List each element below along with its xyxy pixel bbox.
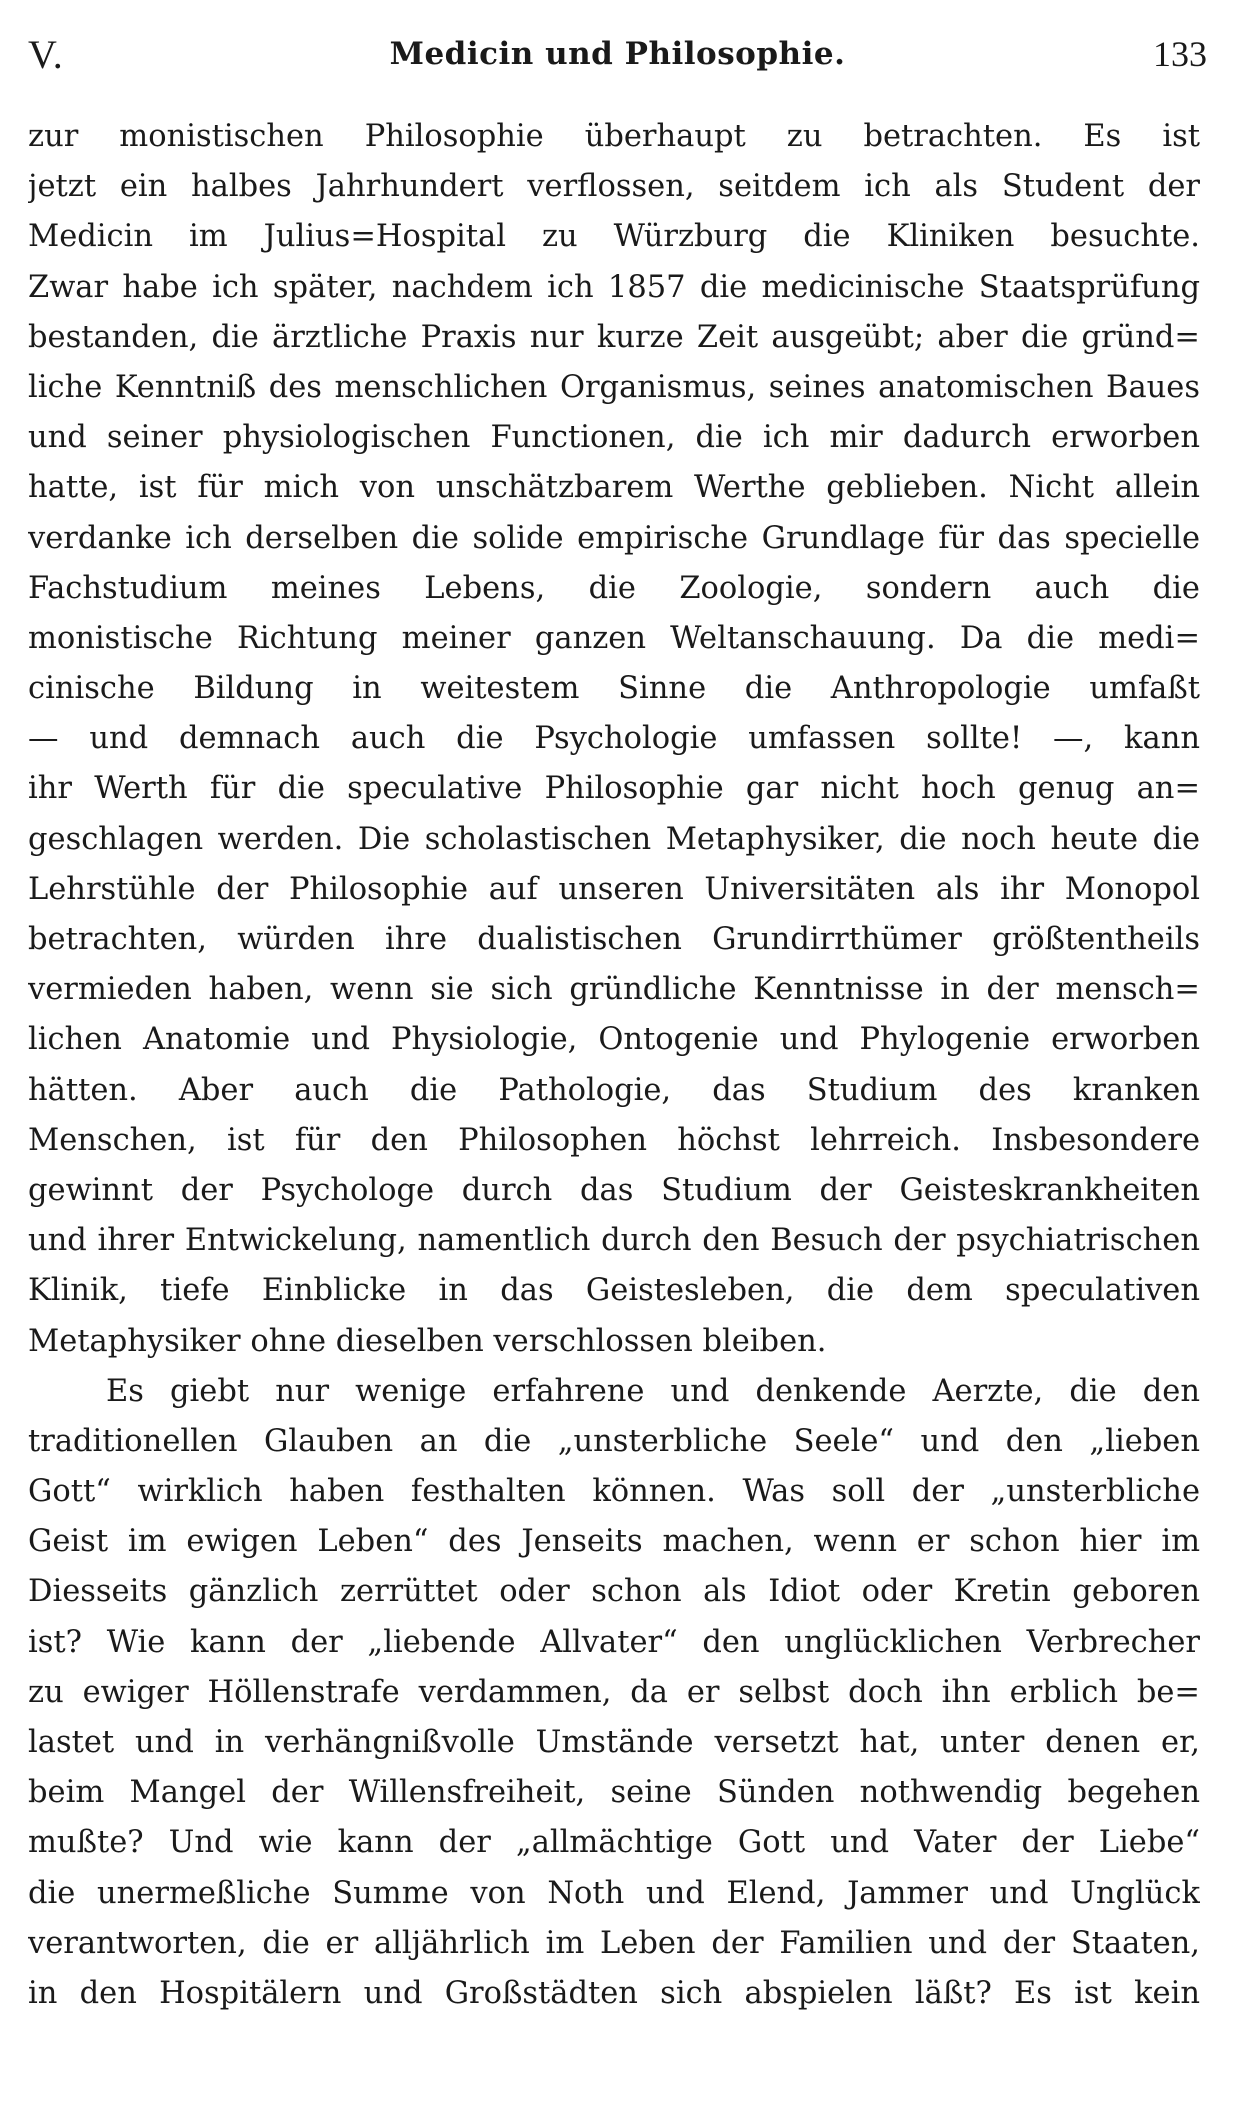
text-line: mußte? Und wie kann der „allmächtige Gott und Vater der Liebe“: [28, 1825, 1200, 1861]
chapter-number: V.: [28, 31, 64, 77]
text-line: ihr Werth für die speculative Philosophie gar nicht hoch genug an=: [28, 771, 1200, 807]
text-line: — und demnach auch die Psychologie umfassen sollte! —, kann: [28, 721, 1200, 757]
text-line: zu ewiger Höllenstrafe verdammen, da er selbst doch ihn erblich be=: [28, 1674, 1200, 1710]
text-line: betrachten, würden ihre dualistischen Grundirrthümer größtentheils: [28, 922, 1200, 957]
text-line: ist? Wie kann der „liebende Allvater“ den unglücklichen Verbrecher: [28, 1624, 1200, 1660]
text-line: Geist im ewigen Leben“ des Jenseits machen, wenn er schon hier im: [28, 1524, 1200, 1560]
text-line: monistische Richtung meiner ganzen Weltanschauung. Da die medi=: [28, 620, 1200, 656]
text-line: Lehrstühle der Philosophie auf unseren Universitäten als ihr Monopol: [28, 871, 1200, 907]
text-line: Diesseits gänzlich zerrüttet oder schon als Idiot oder Kretin geboren: [28, 1574, 1200, 1610]
text-line: geschlagen werden. Die scholastischen Metaphysiker, die noch heute die: [28, 821, 1200, 857]
text-line: lastet und in verhängnißvolle Umstände versetzt hat, unter denen er,: [28, 1725, 1200, 1760]
paragraph-start-line: Es giebt nur wenige erfahrene und denkende Aerzte, die den: [106, 1373, 1200, 1409]
text-line: die unermeßliche Summe von Noth und Elend, Jammer und Unglück: [28, 1875, 1200, 1911]
running-title: Medicin und Philosophie.: [389, 36, 846, 72]
text-line: Medicin im Julius=Hospital zu Würzburg die Kliniken besuchte.: [28, 219, 1200, 255]
text-line: Zwar habe ich später, nachdem ich 1857 die medicinische Staatsprüfung: [28, 269, 1200, 305]
text-line: und seiner physiologischen Functionen, die ich mir dadurch erworben: [28, 420, 1200, 456]
text-line: jetzt ein halbes Jahrhundert verflossen, seitdem ich als Student der: [28, 169, 1200, 205]
text-line: lichen Anatomie und Physiologie, Ontogenie und Phylogenie erworben: [28, 1022, 1200, 1058]
paragraph-end-line: Metaphysiker ohne dieselben verschlossen bleiben.: [28, 1323, 827, 1359]
text-line: Fachstudium meines Lebens, die Zoologie, sondern auch die: [28, 570, 1200, 606]
text-line: hatte, ist für mich von unschätzbarem Werthe geblieben. Nicht allein: [28, 470, 1200, 506]
text-line: hätten. Aber auch die Pathologie, das Studium des kranken: [28, 1072, 1200, 1108]
text-line: gewinnt der Psychologe durch das Studium der Geisteskrankheiten: [28, 1172, 1200, 1208]
text-line: Gott“ wirklich haben festhalten können. Was soll der „unsterbliche: [28, 1474, 1200, 1510]
text-line: verantworten, die er alljährlich im Leben der Familien und der Staaten,: [28, 1925, 1200, 1961]
text-line: cinische Bildung in weitestem Sinne die Anthropologie umfaßt: [28, 671, 1200, 707]
text-line: bestanden, die ärztliche Praxis nur kurze Zeit ausgeübt; aber die gründ=: [28, 319, 1200, 355]
text-line: vermieden haben, wenn sie sich gründliche Kenntnisse in der mensch=: [28, 972, 1200, 1008]
text-line: traditionellen Glauben an die „unsterbliche Seele“ und den „lieben: [28, 1423, 1200, 1459]
text-line: zur monistischen Philosophie überhaupt zu betrachten. Es ist: [28, 119, 1200, 154]
text-line: in den Hospitälern und Großstädten sich abspielen läßt? Es ist kein: [28, 1975, 1200, 2011]
text-line: Klinik, tiefe Einblicke in das Geistesleben, die dem speculativen: [28, 1273, 1200, 1309]
running-head: [28, 30, 1207, 78]
text-line: verdanke ich derselben die solide empirische Grundlage für das specielle: [28, 520, 1200, 556]
text-line: beim Mangel der Willensfreiheit, seine Sünden nothwendig begehen: [28, 1775, 1200, 1811]
text-line: und ihrer Entwickelung, namentlich durch den Besuch der psychiatrischen: [28, 1223, 1200, 1259]
body-text: [28, 112, 1200, 2019]
page-number: 133: [1153, 34, 1207, 74]
text-line: liche Kenntniß des menschlichen Organismus, seines anatomischen Baues: [28, 369, 1200, 405]
text-line: Menschen, ist für den Philosophen höchst lehrreich. Insbesondere: [28, 1122, 1200, 1158]
